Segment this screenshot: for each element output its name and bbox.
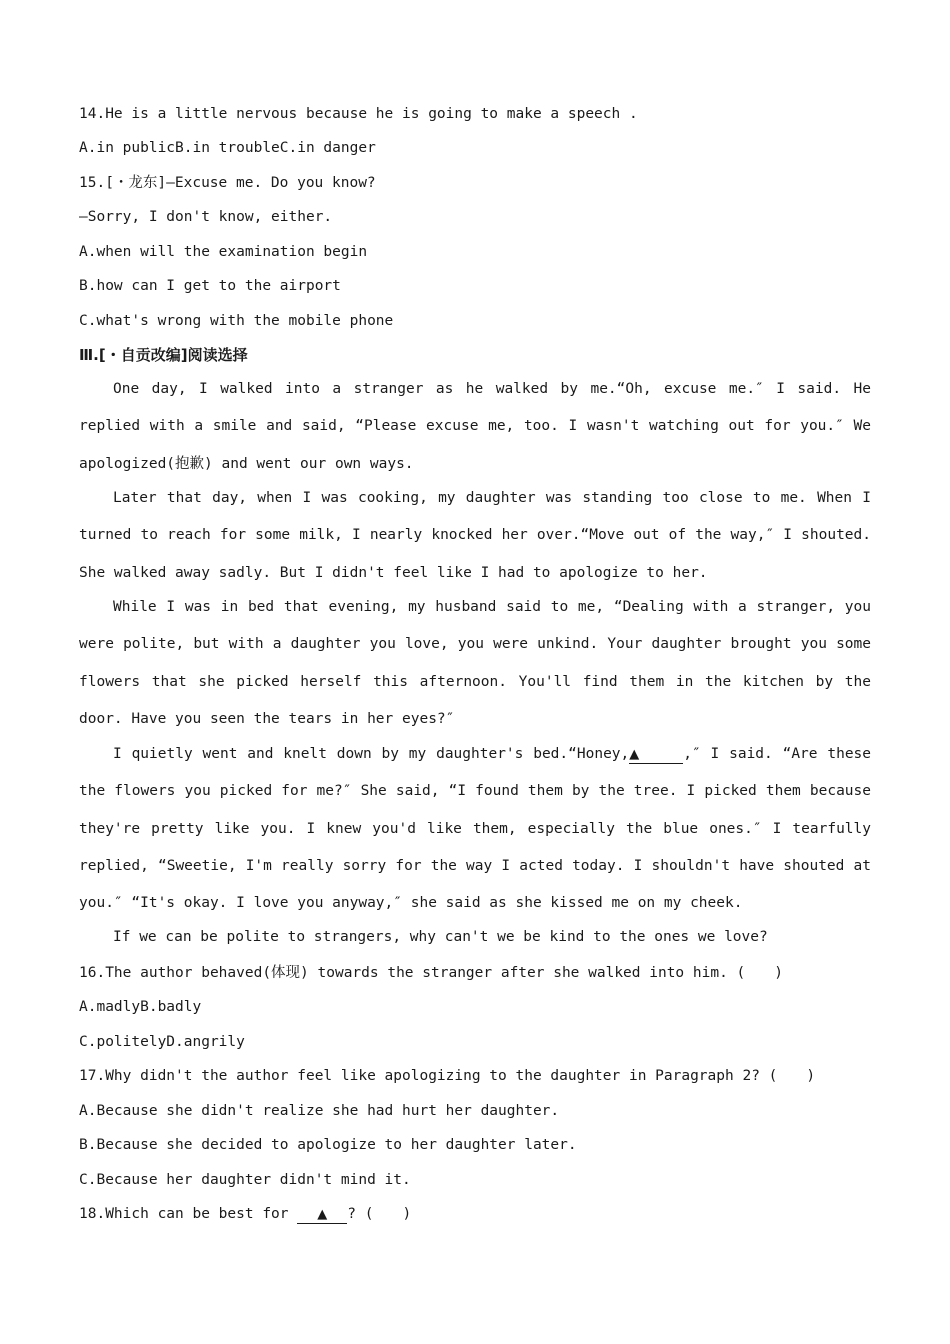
question-17-option-c: C.Because her daughter didn't mind it.: [79, 1172, 411, 1188]
question-15-reply: —Sorry, I don't know, either.: [79, 209, 333, 225]
question-16-options-ab: A.madlyB.badly: [79, 999, 202, 1015]
passage-paragraph-4: [79, 736, 871, 922]
question-17-option-a: A.Because she didn't realize she had hurt her daughter.: [79, 1103, 560, 1119]
question-15-option-b: B.how can I get to the airport: [79, 278, 341, 294]
question-14-options: A.in publicB.in troubleC.in danger: [79, 140, 376, 156]
passage-paragraph-3: While I was in bed that evening, my husband said to me, “Dealing with a stranger, you were polite, but with a daughter you love, you were unkind. Your daughter brought you some flowers that she picked herself this afternoon. You'll find them in the kitchen by the door. Have you seen the tears in her eyes?″: [79, 599, 871, 727]
question-14-stem: 14.He is a little nervous because he is going to make a speech .: [79, 106, 638, 122]
answer-blank: [629, 746, 683, 764]
paragraph-4-lead: I quietly went and knelt down by my daughter's bed.“Honey,: [113, 746, 630, 762]
passage-paragraph-2: Later that day, when I was cooking, my daughter was standing too close to me. When I turned to reach for some milk, I nearly knocked her over.“Move out of the way,″ I shouted. She walked away sadly. But I didn't feel like I had to apologize to her.: [79, 490, 871, 581]
blank-triangle-icon: ▲: [317, 1207, 328, 1222]
question-15-stem: 15.[・龙东]—Excuse me. Do you know?: [79, 175, 376, 191]
question-18-lead: 18.Which can be best for: [79, 1206, 298, 1222]
question-17-option-b: B.Because she decided to apologize to her daughter later.: [79, 1137, 577, 1153]
paragraph-4-rest: ,″ I said. “Are these the flowers you picked for me?″ She said, “I found them by the tree. I picked them because they're pretty like you. I knew you'd like them, especially the blue ones.″ I tearfully replied, “Sweetie, I'm really sorry for the way I acted today. I shouldn't have shouted at you.″ “It's okay. I love you anyway,″ she said as she kissed me on my cheek.: [79, 746, 872, 912]
passage-paragraph-5: If we can be polite to strangers, why can't we be kind to the ones we love?: [113, 929, 768, 945]
question-17-stem: 17.Why didn't the author feel like apologizing to the daughter in Paragraph 2? ( ): [79, 1068, 816, 1084]
question-16-options-cd: C.politelyD.angrily: [79, 1034, 245, 1050]
question-18-tail: ? ( ): [347, 1206, 412, 1222]
answer-blank: [297, 1206, 347, 1224]
section-3-heading: Ⅲ.[・自贡改编]阅读选择: [79, 346, 248, 364]
question-16-stem: 16.The author behaved(体现) towards the stranger after she walked into him. ( ): [79, 965, 784, 981]
blank-triangle-icon: ▲: [629, 747, 640, 762]
question-18-stem: [79, 1204, 411, 1224]
question-15-option-a: A.when will the examination begin: [79, 244, 368, 260]
passage-paragraph-1: One day, I walked into a stranger as he walked by me.“Oh, excuse me.″ I said. He replied with a smile and said, “Please excuse me, too. I wasn't watching out for you.″ We apologized(抱歉) and went our own ways.: [79, 381, 871, 472]
question-15-option-c: C.what's wrong with the mobile phone: [79, 313, 394, 329]
